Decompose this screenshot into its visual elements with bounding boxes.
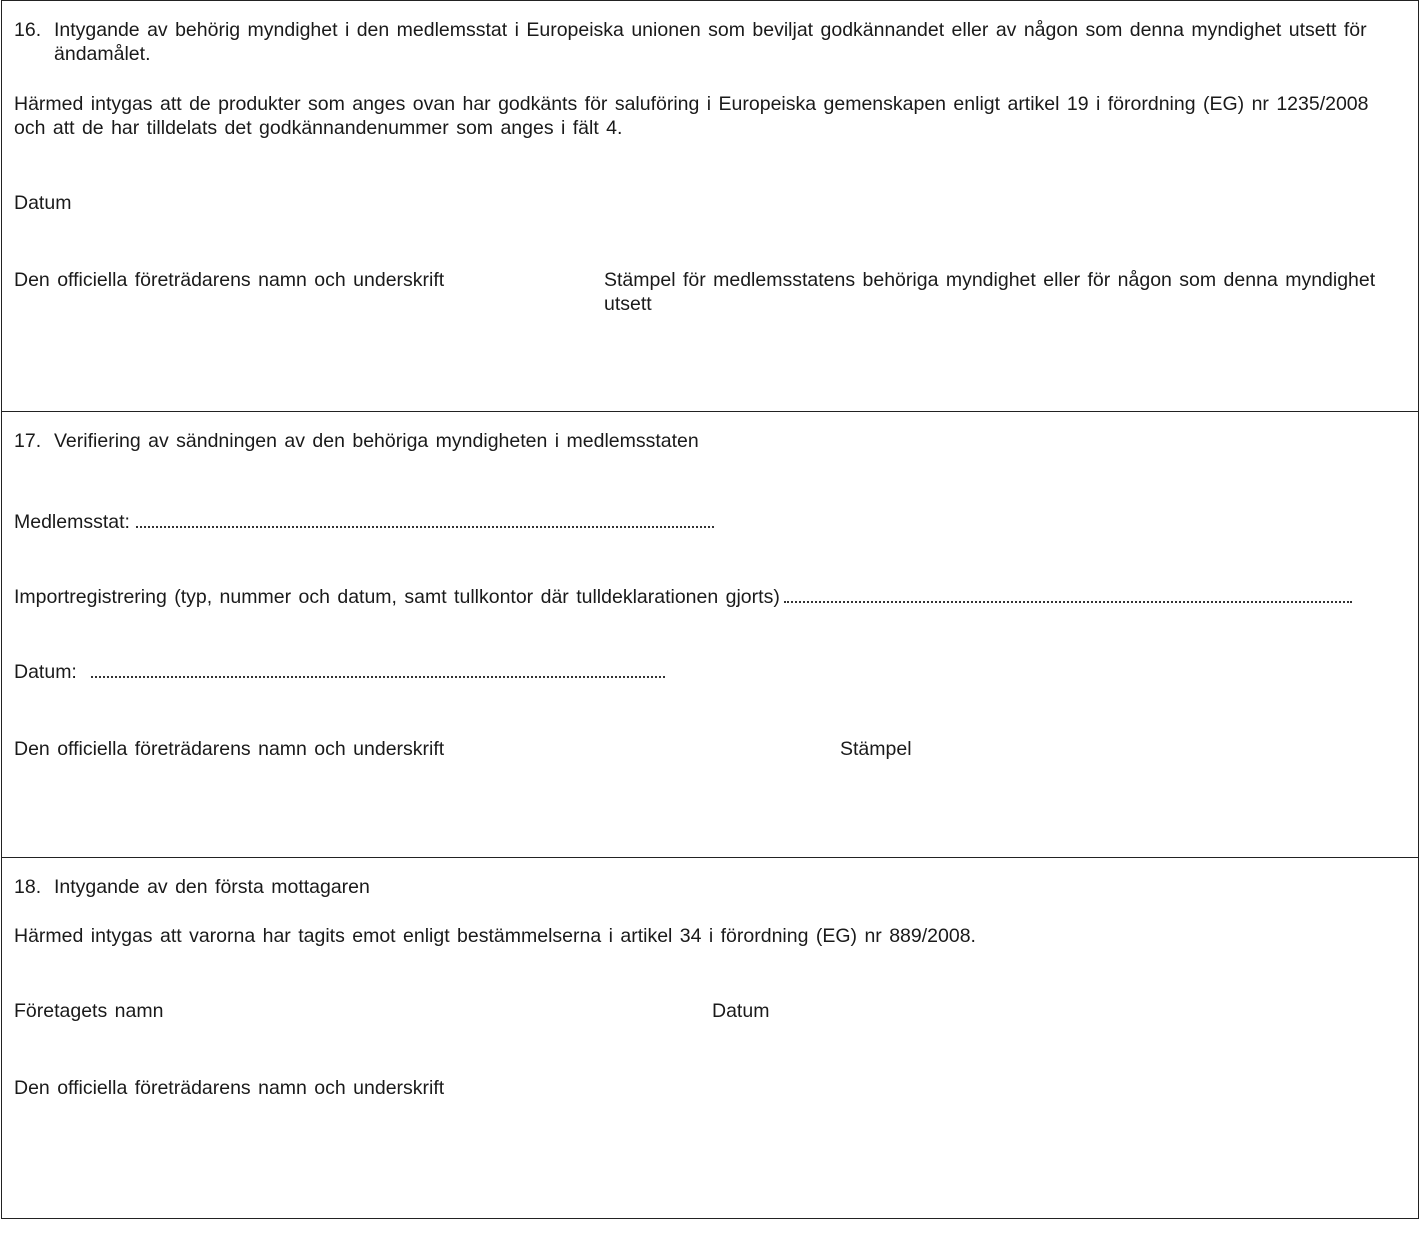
section-16 bbox=[2, 1, 1418, 412]
section-16-heading-continued: ändamålet. bbox=[54, 43, 151, 65]
section-17-heading: Verifiering av sändningen av den behöriga myndigheten i medlemsstaten bbox=[54, 430, 699, 452]
section-16-stamp-label-continued: utsett bbox=[604, 293, 652, 315]
certificate-form bbox=[1, 0, 1419, 1219]
section-16-stamp-label: Stämpel för medlemsstatens behöriga myndighet eller för någon som denna myndighet bbox=[604, 269, 1376, 291]
section-17 bbox=[2, 412, 1418, 858]
section-17-number: 17. bbox=[14, 430, 42, 452]
section-17-signature-label: Den officiella företrädarens namn och underskrift bbox=[14, 738, 445, 760]
section-18-heading: Intygande av den första mottagaren bbox=[54, 876, 370, 898]
section-18-statement: Härmed intygas att varorna har tagits emot enligt bestämmelserna i artikel 34 i förordning (EG) nr 889/2008. bbox=[14, 925, 976, 947]
section-16-statement-continued: och att de har tilldelats det godkännandenummer som anges i fält 4. bbox=[14, 117, 623, 139]
member-state-field bbox=[14, 510, 714, 534]
member-state-dotted-line bbox=[136, 522, 714, 528]
import-registration-label: Importregistrering (typ, nummer och datum, samt tullkontor där tulldeklarationen gjorts) bbox=[14, 586, 780, 608]
section-16-date-label: Datum bbox=[14, 192, 72, 214]
section-16-number: 16. bbox=[14, 19, 42, 41]
member-state-label: Medlemsstat: bbox=[14, 511, 130, 533]
section-17-date-dotted-line bbox=[91, 672, 665, 678]
section-16-statement: Härmed intygas att de produkter som anges ovan har godkänts för saluföring i Europeiska gemenskapen enligt artikel 19 i förordning (EG) nr 1235/2008 bbox=[14, 93, 1369, 115]
company-name-label: Företagets namn bbox=[14, 1000, 164, 1022]
section-16-heading: Intygande av behörig myndighet i den medlemsstat i Europeiska unionen som beviljat godkännandet eller av någon som denna myndighet utsett för bbox=[54, 19, 1367, 41]
section-18-date-label: Datum bbox=[712, 1000, 770, 1022]
section-17-date-field bbox=[14, 660, 665, 684]
section-18-signature-label: Den officiella företrädarens namn och underskrift bbox=[14, 1077, 445, 1099]
import-registration-field bbox=[14, 585, 1352, 609]
import-registration-dotted-line bbox=[784, 597, 1352, 603]
section-17-date-label: Datum: bbox=[14, 661, 77, 683]
section-16-signature-label: Den officiella företrädarens namn och underskrift bbox=[14, 269, 445, 291]
section-17-stamp-label: Stämpel bbox=[840, 738, 912, 760]
section-18-number: 18. bbox=[14, 876, 42, 898]
section-18 bbox=[2, 858, 1418, 1218]
